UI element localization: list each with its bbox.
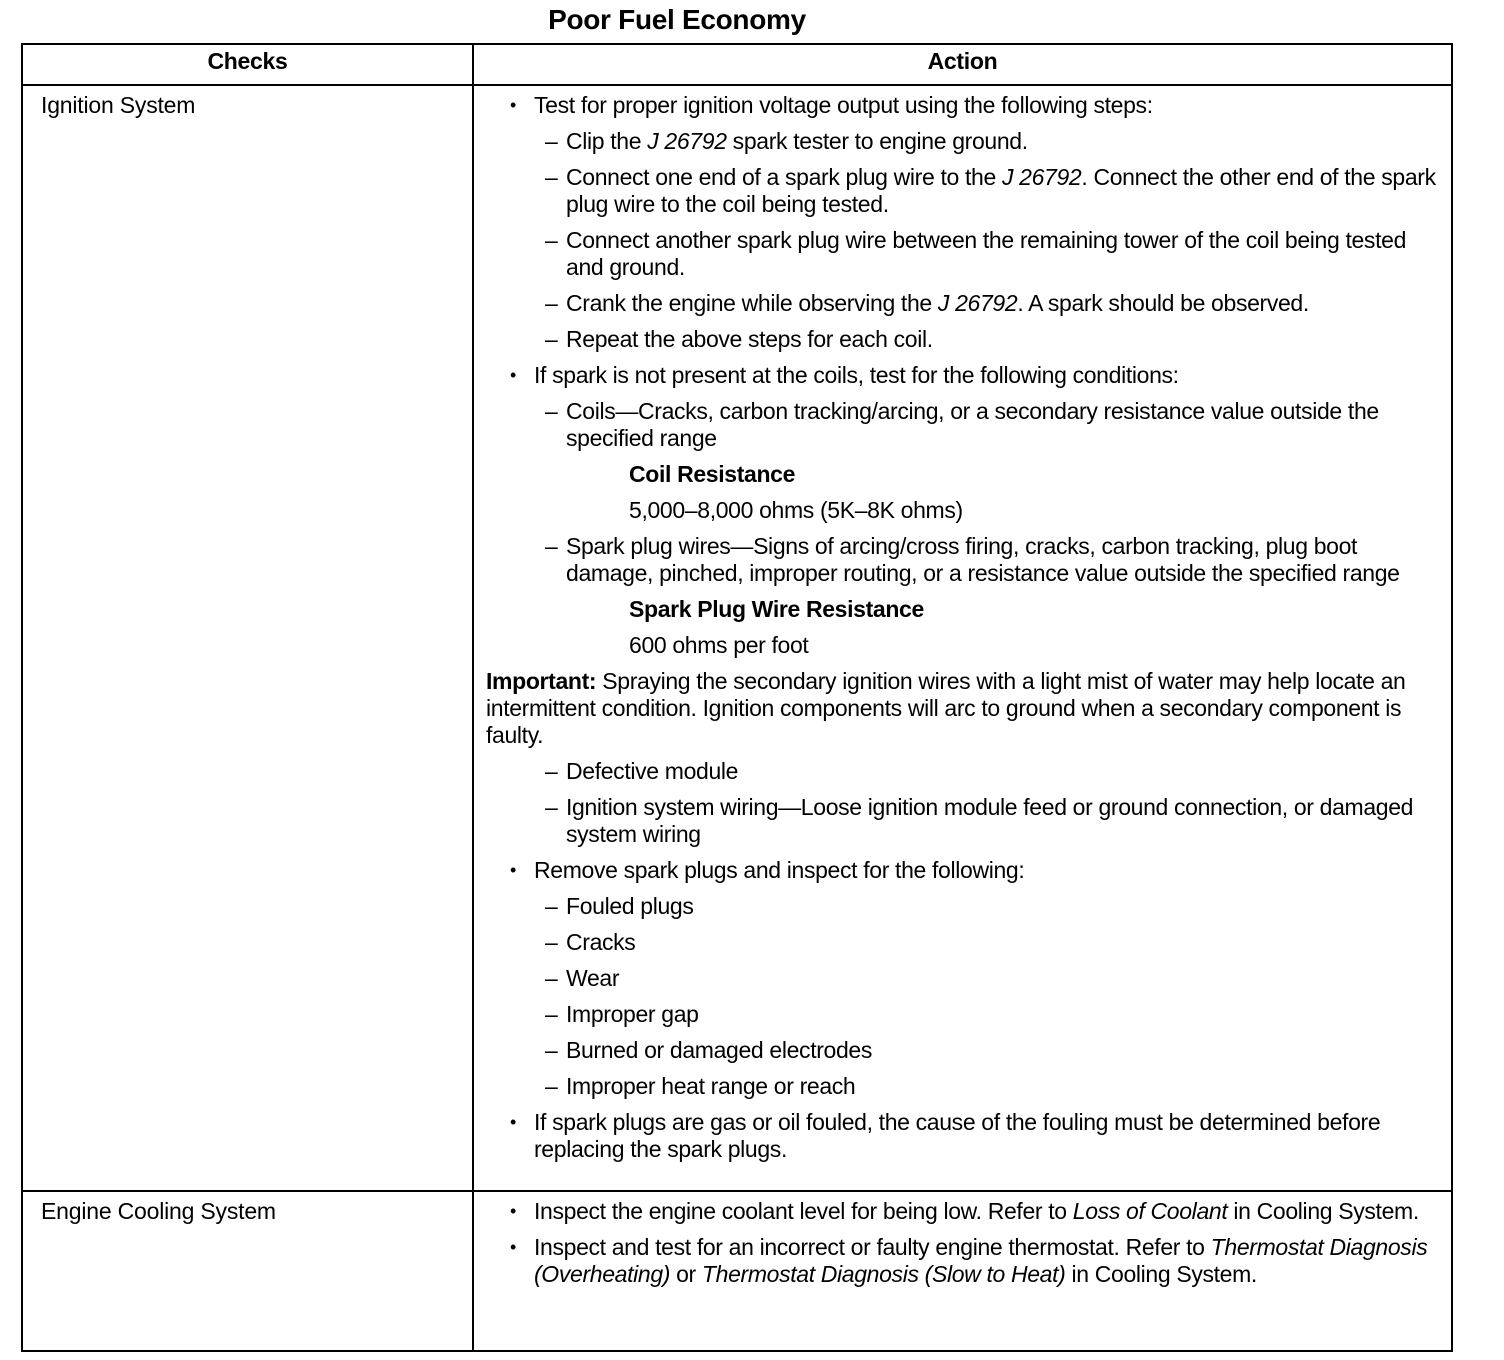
action-cell-engine-cooling-system <box>473 1191 1452 1351</box>
action-bullet <box>486 857 1443 884</box>
bullet-icon: • <box>510 1112 516 1132</box>
table-row <box>22 85 1452 1191</box>
step-text: Fouled plugs <box>566 893 694 919</box>
table-row <box>22 1191 1452 1351</box>
step-text: Improper heat range or reach <box>566 1073 856 1099</box>
step-text: . Connect the other end of the spark plug wire to the coil being tested. <box>566 164 1436 217</box>
inspect-item <box>486 1073 1443 1100</box>
dash-icon: – <box>545 758 558 784</box>
dash-icon: – <box>545 893 558 919</box>
inspect-item <box>486 929 1443 956</box>
tool-reference: J 26792 <box>647 128 727 154</box>
action-step <box>486 164 1443 218</box>
page-title: Poor Fuel Economy <box>548 4 806 35</box>
step-text: Ignition system wiring—Loose ignition module feed or ground connection, or damaged system wiring <box>566 794 1414 847</box>
bullet-icon: • <box>510 1201 516 1221</box>
inspect-item <box>486 1037 1443 1064</box>
action-text: Remove spark plugs and inspect for the following: <box>534 857 1025 883</box>
bullet-icon: • <box>510 860 516 880</box>
dash-icon: – <box>545 326 558 352</box>
action-bullet <box>486 1109 1443 1163</box>
dash-icon: – <box>545 965 558 991</box>
action-text: Test for proper ignition voltage output using the following steps: <box>534 92 1153 118</box>
inspect-item <box>486 893 1443 920</box>
table-header-row <box>22 44 1452 85</box>
action-cell-ignition-system <box>473 85 1452 1191</box>
action-step <box>486 128 1443 155</box>
action-text: If spark plugs are gas or oil fouled, the cause of the fouling must be determined before replacing the spark plugs. <box>534 1109 1381 1162</box>
step-text: Burned or damaged electrodes <box>566 1037 873 1063</box>
spec-value-coil-resistance: 5,000–8,000 ohms (5K–8K ohms) <box>629 497 963 523</box>
action-text: Inspect the engine coolant level for being low. Refer to <box>534 1198 1073 1224</box>
bullet-icon: • <box>510 1237 516 1257</box>
inspect-item <box>486 965 1443 992</box>
column-header-action: Action <box>473 44 1452 85</box>
step-text: Cracks <box>566 929 636 955</box>
action-text: or <box>670 1261 702 1287</box>
step-text: Connect another spark plug wire between the remaining tower of the coil being tested and ground. <box>566 227 1407 280</box>
dash-icon: – <box>545 1073 558 1099</box>
step-text: Spark plug wires—Signs of arcing/cross firing, cracks, carbon tracking, plug boot damage, pinched, improper routing, or a resistance value outside the specified range <box>566 533 1400 586</box>
action-step <box>486 794 1443 848</box>
step-text: Coils—Cracks, carbon tracking/arcing, or a secondary resistance value outside the specified range <box>566 398 1379 451</box>
dash-icon: – <box>545 1001 558 1027</box>
bullet-icon: • <box>510 95 516 115</box>
step-text: Improper gap <box>566 1001 699 1027</box>
step-text: . A spark should be observed. <box>1017 290 1309 316</box>
spec-value-wire-resistance: 600 ohms per foot <box>629 632 809 658</box>
spec-label-wire-resistance: Spark Plug Wire Resistance <box>629 596 924 622</box>
cross-reference: Loss of Coolant <box>1072 1198 1228 1224</box>
tool-reference: J 26792 <box>937 290 1018 316</box>
action-bullet <box>486 362 1443 389</box>
step-text: Defective module <box>566 758 739 784</box>
action-text: If spark is not present at the coils, test for the following conditions: <box>534 362 1179 388</box>
check-cell-engine-cooling-system: Engine Cooling System <box>22 1191 473 1351</box>
step-text: Crank the engine while observing the <box>566 290 938 316</box>
tool-reference: J 26792 <box>1001 164 1082 190</box>
action-bullet <box>486 92 1443 119</box>
step-text: Clip the <box>566 128 648 154</box>
dash-icon: – <box>545 128 558 154</box>
action-text: Inspect and test for an incorrect or faulty engine thermostat. Refer to <box>534 1234 1211 1260</box>
action-step <box>486 326 1443 353</box>
troubleshooting-table <box>21 43 1453 1352</box>
cross-reference: Thermostat Diagnosis (Overheating) <box>534 1234 1428 1287</box>
check-cell-ignition-system: Ignition System <box>22 85 473 1191</box>
action-bullet <box>486 1198 1443 1225</box>
important-label: Important: <box>486 668 597 694</box>
dash-icon: – <box>545 533 558 559</box>
important-note <box>486 668 1443 749</box>
dash-icon: – <box>545 290 558 316</box>
column-header-checks: Checks <box>22 44 473 85</box>
action-step <box>486 398 1443 452</box>
step-text: Connect one end of a spark plug wire to the <box>566 164 1002 190</box>
action-text: in Cooling System. <box>1227 1198 1419 1224</box>
action-step <box>486 227 1443 281</box>
dash-icon: – <box>545 794 558 820</box>
bullet-icon: • <box>510 365 516 385</box>
action-step <box>486 758 1443 785</box>
dash-icon: – <box>545 164 558 190</box>
spec-label-coil-resistance: Coil Resistance <box>629 461 796 487</box>
dash-icon: – <box>545 1037 558 1063</box>
inspect-item <box>486 1001 1443 1028</box>
step-text: spark tester to engine ground. <box>726 128 1028 154</box>
action-bullet <box>486 1234 1443 1288</box>
step-text: Repeat the above steps for each coil. <box>566 326 933 352</box>
important-text: Spraying the secondary ignition wires with a light mist of water may help locate an intermittent condition. Ignition components will arc to ground when a secondary component is faulty. <box>486 668 1406 748</box>
dash-icon: – <box>545 929 558 955</box>
action-text: in Cooling System. <box>1065 1261 1257 1287</box>
dash-icon: – <box>545 227 558 253</box>
action-step <box>486 533 1443 587</box>
dash-icon: – <box>545 398 558 424</box>
cross-reference: Thermostat Diagnosis (Slow to Heat) <box>701 1261 1066 1287</box>
action-step <box>486 290 1443 317</box>
step-text: Wear <box>566 965 620 991</box>
